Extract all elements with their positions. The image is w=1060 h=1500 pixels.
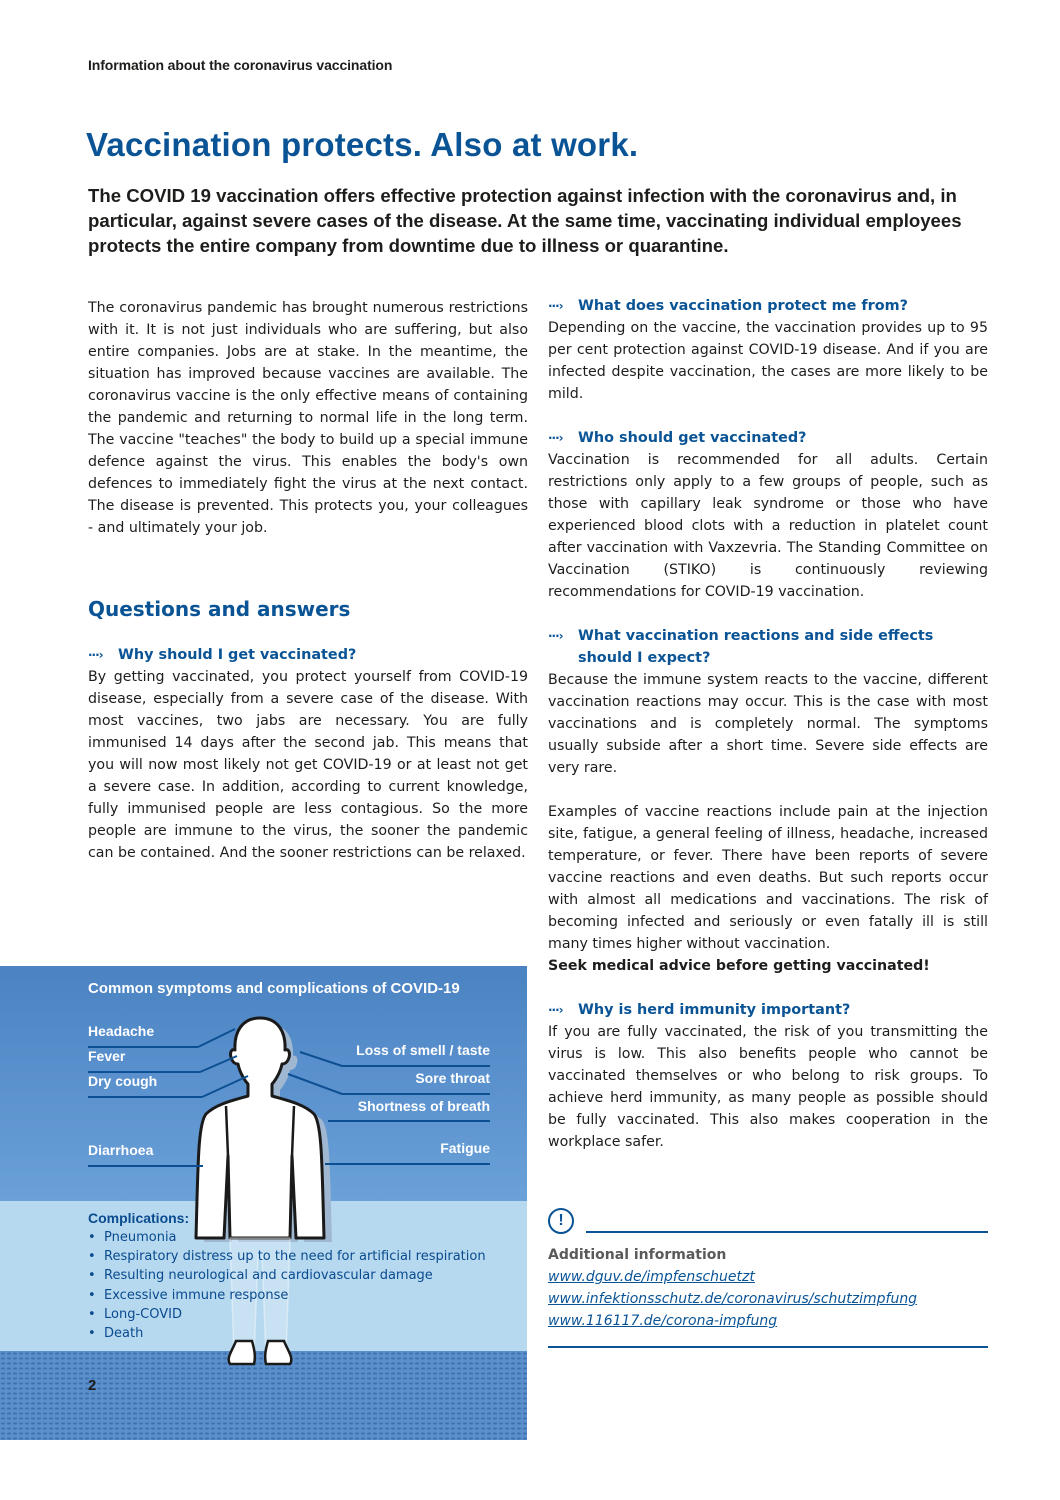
dotted-arrow-icon: ···› <box>548 299 563 313</box>
exclamation-circle-icon: ! <box>548 1208 574 1234</box>
question-heading <box>548 625 988 669</box>
complication-item: • Long-COVID <box>88 1305 486 1324</box>
running-head: Information about the coronavirus vaccination <box>88 57 393 73</box>
question-text: What vaccination reactions and side effects should I expect? <box>578 628 934 666</box>
symptoms-infographic <box>0 966 527 1440</box>
question-text: Who should get vaccinated? <box>578 430 807 446</box>
symptom-diarrhoea: Diarrhoea <box>88 1142 154 1158</box>
question-heading <box>548 999 988 1021</box>
answer-paragraph: If you are fully vaccinated, the risk of you transmitting the virus is low. This also benefits people who cannot be vaccinated themselves or who belong to risk groups. To achieve herd immunity, as many people as possible should be fully vaccinated. This also makes cooperation in the workplace safer. <box>548 1024 988 1150</box>
medical-advice-note: Seek medical advice before getting vaccinated! <box>548 958 930 974</box>
intro-column <box>88 297 528 539</box>
question-heading <box>548 295 988 317</box>
complication-item: • Resulting neurological and cardiovascular damage <box>88 1266 486 1285</box>
answer-paragraph: Depending on the vaccine, the vaccination provides up to 95 per cent protection against COVID-19 disease. And if you are infected despite vaccination, the cases are more likely to be mild. <box>548 320 988 402</box>
dotted-arrow-icon: ···› <box>88 648 103 662</box>
qa-section-left <box>88 598 528 864</box>
question-text: What does vaccination protect me from? <box>578 298 908 314</box>
symptom-fatigue: Fatigue <box>440 1140 490 1156</box>
symptom-sore-throat: Sore throat <box>415 1070 490 1086</box>
dotted-arrow-icon: ···› <box>548 1003 563 1017</box>
divider <box>586 1231 988 1233</box>
infographic-title: Common symptoms and complications of COVID-19 <box>88 980 460 997</box>
symptom-dry-cough: Dry cough <box>88 1073 158 1089</box>
page-number: 2 <box>88 1377 97 1394</box>
complications-list <box>88 1228 486 1343</box>
symptom-loss-of-smell-taste: Loss of smell / taste <box>356 1042 490 1058</box>
additional-info-title: Additional information <box>548 1247 727 1263</box>
question-heading <box>88 644 528 666</box>
qa-section-right <box>548 295 988 1153</box>
intro-paragraph: The coronavirus pandemic has brought numerous restrictions with it. It is not just individuals who are suffering, but also entire companies. Jobs are at stake. In the meantime, the situation has improved because vaccines are available. The coronavirus vaccine is the only effective means of containing the pandemic and returning to normal life in the long term. The vaccine "teaches" the body to build up a special immune defence against the virus. This enables the body's own defences to immediately fight the virus at the next contact. The disease is prevented. This protects you, your colleagues - and ultimately your job. <box>88 300 528 536</box>
answer-paragraph: Vaccination is recommended for all adults. Certain restrictions only apply to a few groups of people, such as those with capillary leak syndrome or those who have experienced blood clots with a reduction in platelet count after vaccination with Vaxzevria. The Standing Committee on Vaccination (STIKO) is continuously reviewing recommendations for COVID-19 vaccination. <box>548 452 988 600</box>
symptom-headache: Headache <box>88 1023 155 1039</box>
answer-paragraph-2: Examples of vaccine reactions include pain at the injection site, fatigue, a general feeling of illness, headache, increased temperature, or fever. There have been reports of severe vaccine reactions and even deaths. But such reports occur with almost all medications and vaccinations. The risk of becoming infected and seriously or even fatally ill is still many times higher without vaccination. <box>548 804 988 952</box>
answer-paragraph: By getting vaccinated, you protect yourself from COVID-19 disease, especially from a severe case of the disease. With most vaccines, two jabs are necessary. You are fully immunised 14 days after the second jab. This means that you will now most likely not get COVID-19 or at least not get a severe case. In addition, according to current knowledge, fully immunised people are less contagious. So the more people are immune to the virus, the sooner the pandemic can be contained. And the sooner restrictions can be relaxed. <box>88 669 528 861</box>
symptom-shortness-of-breath: Shortness of breath <box>357 1098 490 1114</box>
question-text: Why is herd immunity important? <box>578 1002 851 1018</box>
symptom-fever: Fever <box>88 1048 126 1064</box>
question-text: Why should I get vaccinated? <box>118 647 357 663</box>
complication-item: • Respiratory distress up to the need for artificial respiration <box>88 1247 486 1266</box>
page-title: Vaccination protects. Also at work. <box>86 126 639 163</box>
link-116117[interactable]: www.116117.de/corona-impfung <box>548 1313 778 1329</box>
complication-item: • Excessive immune response <box>88 1286 486 1305</box>
additional-info-box <box>548 1208 988 1348</box>
question-heading <box>548 427 988 449</box>
complications-title: Complications: <box>88 1210 190 1226</box>
dotted-arrow-icon: ···› <box>548 629 563 643</box>
dotted-arrow-icon: ···› <box>548 431 563 445</box>
qa-section-title: Questions and answers <box>88 597 351 621</box>
answer-paragraph: Because the immune system reacts to the vaccine, different vaccination reactions may occur. This is the case with most vaccinations and is completely normal. The symptoms usually subside after a short time. Severe side effects are very rare. <box>548 672 988 776</box>
lead-paragraph: The COVID 19 vaccination offers effective protection against infection with the coronavirus and, in particular, against severe cases of the disease. At the same time, vaccinating individual employees protects the entire company from downtime due to illness or quarantine. <box>88 185 962 256</box>
link-dguv[interactable]: www.dguv.de/impfenschuetzt <box>548 1269 755 1285</box>
divider <box>548 1346 988 1348</box>
complication-item: • Death <box>88 1324 486 1343</box>
link-infektionsschutz[interactable]: www.infektionsschutz.de/coronavirus/schutzimpfung <box>548 1291 918 1307</box>
complication-item: • Pneumonia <box>88 1228 486 1247</box>
